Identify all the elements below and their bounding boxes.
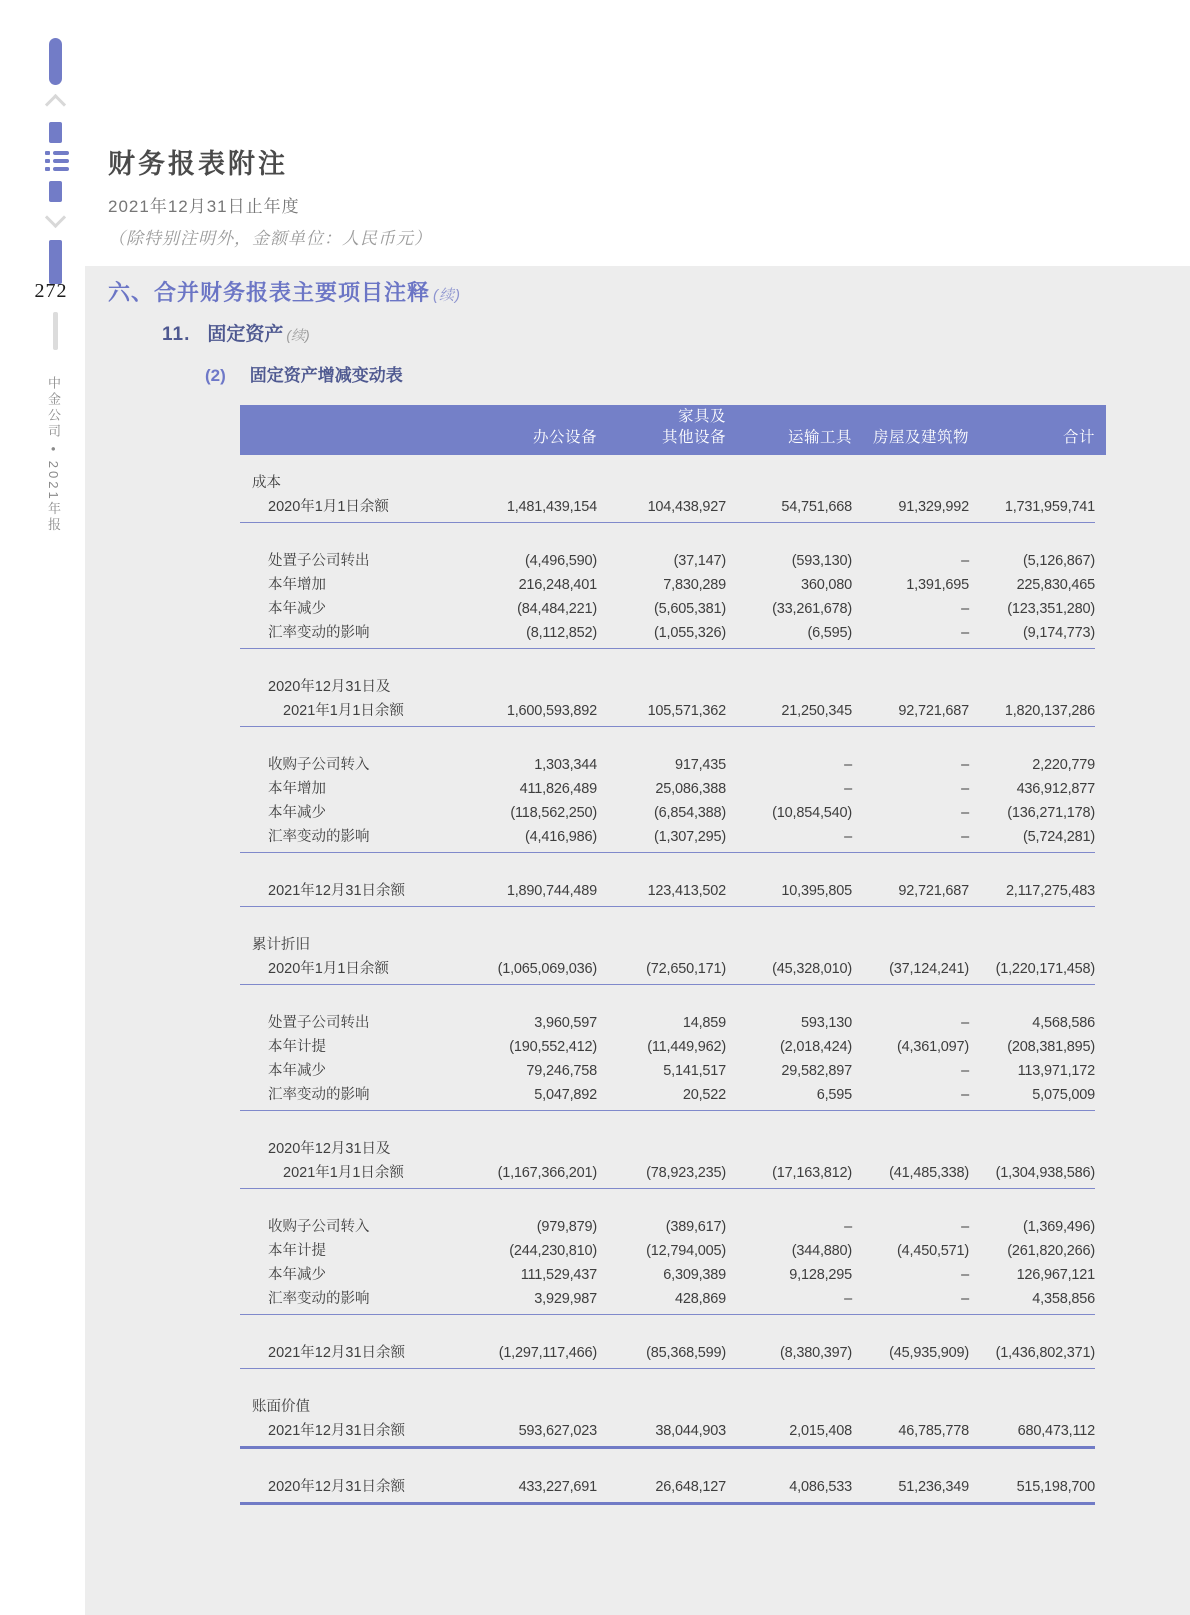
cell-value: (45,935,909) (889, 1345, 969, 1361)
table-row (240, 1419, 1095, 1443)
page-number: 272 (34, 280, 68, 302)
subsection-heading (162, 319, 310, 346)
cell-value: 54,751,668 (781, 499, 852, 515)
cell-value: – (961, 1015, 969, 1031)
cell-value: 428,869 (674, 1291, 726, 1307)
cell-value: 6,595 (816, 1087, 852, 1103)
cell-value: 1,391,695 (906, 577, 969, 593)
table-row (240, 1475, 1095, 1499)
row-label: 本年减少 (268, 601, 326, 617)
table-rule (240, 648, 1095, 649)
table-row (240, 597, 1095, 621)
table-rule (240, 1368, 1095, 1369)
cell-value: (123,351,280) (1007, 601, 1095, 617)
cell-value: 111,529,437 (520, 1267, 597, 1283)
table-title-number: (2) (205, 366, 226, 385)
cell-value: 515,198,700 (1016, 1479, 1095, 1495)
cell-value: 3,960,597 (534, 1015, 597, 1031)
row-label: 2020年12月31日及 2021年1月1日余额 (268, 1141, 404, 1181)
table-rule (240, 1110, 1095, 1111)
row-label: 本年减少 (268, 1063, 326, 1079)
table-rule (240, 1446, 1095, 1449)
cell-value: 10,395,805 (781, 883, 852, 899)
table-row (240, 879, 1095, 903)
cell-value: 3,929,987 (534, 1291, 597, 1307)
table-rule (240, 1188, 1095, 1189)
cell-value (597, 933, 726, 957)
cell-value: (1,369,496) (1023, 1219, 1095, 1235)
cell-value: – (961, 757, 969, 773)
table-row (240, 549, 1095, 573)
table-row (240, 621, 1095, 645)
table-row (240, 1239, 1095, 1263)
cell-value: 113,971,172 (1017, 1063, 1095, 1079)
subsection-number: 11. (162, 324, 191, 345)
sidebar-bottom-bar (49, 240, 62, 284)
cell-value: (33,261,678) (772, 601, 852, 617)
cell-value: 21,250,345 (781, 703, 852, 719)
row-label: 成本 (252, 475, 281, 491)
fixed-assets-table (240, 405, 1106, 1505)
sidebar-small-bar (49, 122, 62, 143)
row-label: 汇率变动的影响 (268, 829, 370, 845)
cell-value (969, 1395, 1095, 1419)
cell-value: 411,826,489 (519, 781, 597, 797)
row-label: 汇率变动的影响 (268, 1087, 370, 1103)
table-row (240, 1263, 1095, 1287)
cell-value: (85,368,599) (646, 1345, 726, 1361)
table-row (240, 1035, 1095, 1059)
table-row (240, 1059, 1095, 1083)
sidebar-top-bar (49, 38, 62, 85)
cell-value: 433,227,691 (518, 1479, 597, 1495)
column-header: 运输工具 (787, 429, 852, 446)
table-row (240, 933, 1095, 957)
cell-value: 225,830,465 (1016, 577, 1095, 593)
cell-value (852, 1395, 969, 1419)
cell-value: (1,436,802,371) (995, 1345, 1095, 1361)
cell-value: (72,650,171) (646, 961, 726, 977)
cell-value: – (961, 829, 969, 845)
cell-value: 20,522 (682, 1087, 726, 1103)
cell-value: 92,721,687 (898, 883, 969, 899)
cell-value: 92,721,687 (898, 703, 969, 719)
document-header (108, 142, 432, 249)
cell-value: (1,307,295) (654, 829, 726, 845)
column-header: 家具及 其他设备 (661, 408, 726, 446)
cell-value: – (961, 781, 969, 797)
cell-value: (5,724,281) (1023, 829, 1095, 845)
table-row (240, 471, 1095, 495)
row-label: 本年增加 (268, 781, 326, 797)
table-rule (240, 852, 1095, 853)
subsection-text: 固定资产 (207, 324, 284, 345)
table-row (240, 801, 1095, 825)
cell-value: 1,303,344 (534, 757, 597, 773)
table-row (240, 825, 1095, 849)
section-heading (108, 276, 461, 307)
cell-value: 216,248,401 (518, 577, 597, 593)
table-row (240, 495, 1095, 519)
cell-value: – (844, 1219, 852, 1235)
cell-value: (2,018,424) (780, 1039, 852, 1055)
cell-value: (1,167,366,201) (497, 1165, 597, 1181)
table-row (240, 1341, 1095, 1365)
row-label: 汇率变动的影响 (268, 625, 370, 641)
cell-value (852, 933, 969, 957)
table-rule (240, 726, 1095, 727)
table-row (240, 1083, 1095, 1107)
cell-value: 2,117,275,483 (1005, 883, 1095, 899)
cell-value: (4,361,097) (897, 1039, 969, 1055)
cell-value: (6,595) (807, 625, 852, 641)
cell-value: 1,820,137,286 (1004, 703, 1095, 719)
cell-value: 104,438,927 (647, 499, 726, 515)
cell-value (470, 471, 597, 495)
table-row (240, 573, 1095, 597)
cell-value: 4,086,533 (789, 1479, 852, 1495)
table-rule (240, 984, 1095, 985)
cell-value: (244,230,810) (509, 1243, 597, 1259)
cell-value: (37,124,241) (889, 961, 969, 977)
section-heading-text: 六、合并财务报表主要项目注释 (108, 280, 431, 305)
cell-value: (389,617) (665, 1219, 726, 1235)
cell-value: (190,552,412) (509, 1039, 597, 1055)
cell-value: 46,785,778 (898, 1423, 969, 1439)
cell-value: 5,047,892 (534, 1087, 597, 1103)
row-label: 处置子公司转出 (268, 1015, 370, 1031)
cell-value (969, 933, 1095, 957)
cell-value: 1,600,593,892 (506, 703, 597, 719)
table-row (240, 1137, 1095, 1185)
cell-value: (45,328,010) (772, 961, 852, 977)
page-number-tick (53, 312, 58, 350)
cell-value: – (961, 553, 969, 569)
cell-value: 2,015,408 (789, 1423, 852, 1439)
cell-value: 29,582,897 (781, 1063, 852, 1079)
table-rule (240, 1314, 1095, 1315)
cell-value: (344,880) (791, 1243, 852, 1259)
cell-value: 5,141,517 (663, 1063, 726, 1079)
section-heading-suffix: (续) (433, 287, 462, 304)
table-row (240, 1395, 1095, 1419)
row-label: 本年计提 (268, 1039, 326, 1055)
cell-value: (41,485,338) (889, 1165, 969, 1181)
table-row (240, 1215, 1095, 1239)
doc-period: 2021年12月31日止年度 (108, 197, 300, 216)
cell-value: (1,065,069,036) (497, 961, 597, 977)
cell-value (470, 933, 597, 957)
column-header: 房屋及建筑物 (872, 429, 969, 446)
cell-value: (261,820,266) (1007, 1243, 1095, 1259)
cell-value: – (844, 1291, 852, 1307)
row-label: 2021年12月31日余额 (268, 883, 406, 899)
table-row (240, 1011, 1095, 1035)
cell-value: (5,126,867) (1023, 553, 1095, 569)
cell-value: – (844, 757, 852, 773)
cell-value: – (961, 1291, 969, 1307)
cell-value: (1,304,938,586) (995, 1165, 1095, 1181)
cell-value (726, 933, 852, 957)
cell-value: (593,130) (791, 553, 852, 569)
cell-value: (4,416,986) (525, 829, 597, 845)
cell-value (470, 1395, 597, 1419)
row-label: 2020年1月1日余额 (268, 499, 389, 515)
row-label: 本年减少 (268, 805, 326, 821)
cell-value: 2,220,779 (1032, 757, 1095, 773)
cell-value: 51,236,349 (898, 1479, 969, 1495)
cell-value (852, 471, 969, 495)
cell-value: 38,044,903 (655, 1423, 726, 1439)
cell-value: 4,568,586 (1032, 1015, 1095, 1031)
cell-value: 680,473,112 (1017, 1423, 1095, 1439)
row-label: 汇率变动的影响 (268, 1291, 370, 1307)
cell-value: 1,731,959,741 (1004, 499, 1095, 515)
cell-value: (8,112,852) (526, 625, 597, 641)
chevron-down-icon (46, 210, 66, 230)
cell-value: – (961, 625, 969, 641)
sidebar-small-bar (49, 181, 62, 202)
cell-value: (8,380,397) (780, 1345, 852, 1361)
cell-value: (11,449,962) (647, 1039, 726, 1055)
column-header: 合计 (1062, 429, 1095, 446)
cell-value: (5,605,381) (654, 601, 726, 617)
menu-list-icon (45, 151, 69, 175)
cell-value: 123,413,502 (647, 883, 726, 899)
cell-value: (37,147) (673, 553, 726, 569)
cell-value: (6,854,388) (654, 805, 726, 821)
cell-value (969, 471, 1095, 495)
row-label: 本年增加 (268, 577, 326, 593)
cell-value (726, 1395, 852, 1419)
subsection-suffix: (续) (286, 327, 310, 343)
cell-value: (84,484,221) (517, 601, 597, 617)
cell-value (597, 1395, 726, 1419)
cell-value: 593,130 (800, 1015, 852, 1031)
doc-note: （除特别注明外，金额单位：人民币元） (108, 229, 432, 248)
cell-value: (12,794,005) (646, 1243, 726, 1259)
cell-value (726, 471, 852, 495)
table-rule (240, 522, 1095, 523)
cell-value: 917,435 (674, 757, 726, 773)
cell-value: 4,358,856 (1032, 1291, 1095, 1307)
table-body (240, 455, 1106, 1505)
cell-value: (118,562,250) (510, 805, 597, 821)
cell-value: 25,086,388 (655, 781, 726, 797)
cell-value: 79,246,758 (526, 1063, 597, 1079)
row-label: 2020年12月31日余额 (268, 1479, 406, 1495)
cell-value: 360,080 (800, 577, 852, 593)
row-label: 本年计提 (268, 1243, 326, 1259)
doc-title: 财务报表附注 (108, 149, 288, 179)
cell-value: (1,297,117,466) (498, 1345, 597, 1361)
table-title (205, 361, 403, 386)
row-label: 2020年12月31日及 2021年1月1日余额 (268, 679, 404, 719)
table-rule (240, 906, 1095, 907)
table-row (240, 1287, 1095, 1311)
row-label: 2021年12月31日余额 (268, 1423, 406, 1439)
cell-value (597, 471, 726, 495)
cell-value: (10,854,540) (772, 805, 852, 821)
row-label: 处置子公司转出 (268, 553, 370, 569)
cell-value: (208,381,895) (1007, 1039, 1095, 1055)
cell-value: (1,220,171,458) (995, 961, 1095, 977)
cell-value: (979,879) (536, 1219, 597, 1235)
cell-value: 14,859 (682, 1015, 726, 1031)
chevron-up-icon (46, 93, 66, 113)
cell-value: (1,055,326) (654, 625, 726, 641)
cell-value: – (961, 1267, 969, 1283)
cell-value: 7,830,289 (663, 577, 726, 593)
cell-value: 436,912,877 (1016, 781, 1095, 797)
cell-value: 5,075,009 (1032, 1087, 1095, 1103)
cell-value: (4,450,571) (897, 1243, 969, 1259)
table-header (240, 405, 1106, 455)
cell-value: (9,174,773) (1023, 625, 1095, 641)
table-row (240, 675, 1095, 723)
cell-value: – (961, 805, 969, 821)
table-rule (240, 1502, 1095, 1505)
cell-value: (17,163,812) (772, 1165, 852, 1181)
table-row (240, 777, 1095, 801)
table-row (240, 957, 1095, 981)
cell-value: 1,890,744,489 (506, 883, 597, 899)
row-label: 收购子公司转入 (268, 757, 370, 773)
row-label: 账面价值 (252, 1399, 310, 1415)
cell-value: 126,967,121 (1016, 1267, 1095, 1283)
cell-value: – (961, 1063, 969, 1079)
cell-value: – (961, 601, 969, 617)
column-header: 办公设备 (532, 429, 597, 446)
row-label: 2020年1月1日余额 (268, 961, 389, 977)
cell-value: – (961, 1087, 969, 1103)
spine-text: 中金公司 • 2021年报 (46, 376, 61, 534)
row-label: 收购子公司转入 (268, 1219, 370, 1235)
cell-value: (78,923,235) (646, 1165, 726, 1181)
cell-value: – (961, 1219, 969, 1235)
cell-value: – (844, 829, 852, 845)
table-title-text: 固定资产增减变动表 (249, 366, 403, 385)
row-label: 2021年12月31日余额 (268, 1345, 406, 1361)
cell-value: 1,481,439,154 (506, 499, 597, 515)
row-label: 累计折旧 (252, 937, 310, 953)
cell-value: 91,329,992 (898, 499, 969, 515)
cell-value: (4,496,590) (525, 553, 597, 569)
cell-value: 6,309,389 (663, 1267, 726, 1283)
cell-value: 26,648,127 (655, 1479, 726, 1495)
cell-value: – (844, 781, 852, 797)
cell-value: 593,627,023 (518, 1423, 597, 1439)
cell-value: 9,128,295 (789, 1267, 852, 1283)
cell-value: 105,571,362 (647, 703, 726, 719)
row-label: 本年减少 (268, 1267, 326, 1283)
cell-value: (136,271,178) (1007, 805, 1095, 821)
table-row (240, 753, 1095, 777)
